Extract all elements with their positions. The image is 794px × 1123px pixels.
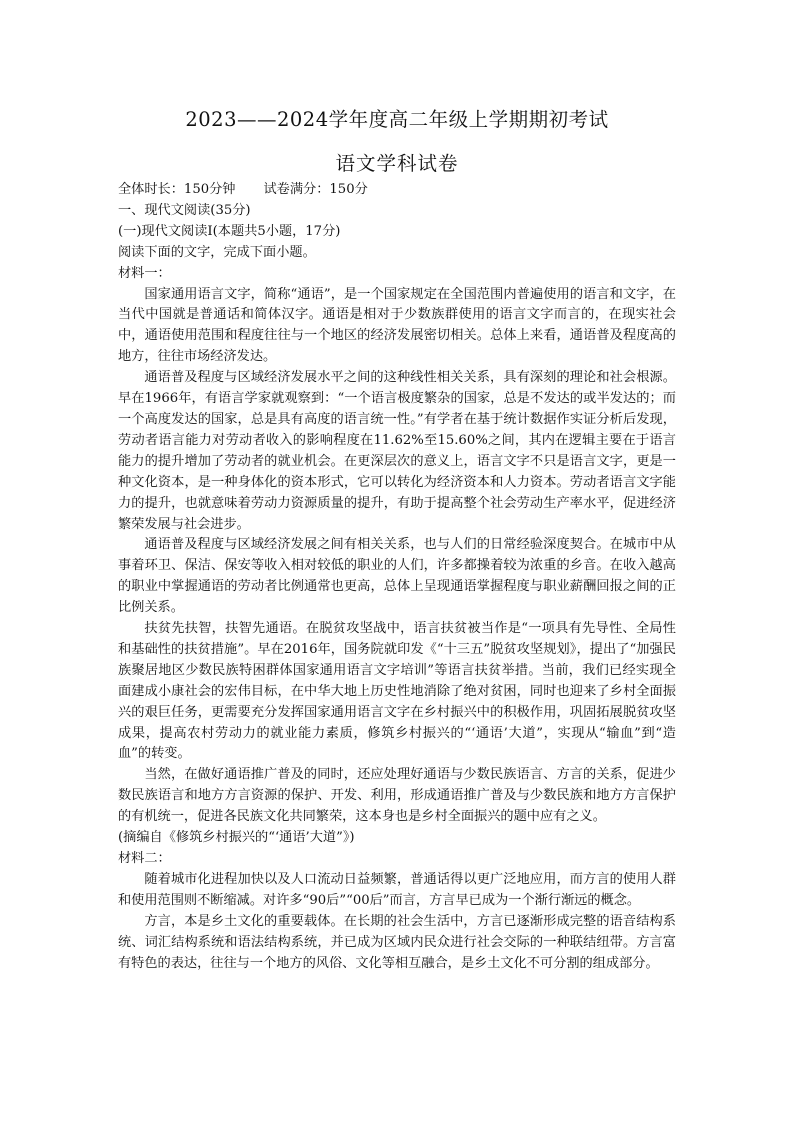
material-one-paragraph: 通语普及程度与区域经济发展水平之间的这种线性相关关系，具有深刻的理论和社会根源。早在1966年，有语言学家就观察到：“一个语言极度繁杂的国家，总是不发达的或半发达的；而一个高度发达的国家，总是具有高度的语言统一性。”有学者在基于统计数据作实证分析后发现，劳动者语言能力对劳动者收入的影响程度在11.62%至15.60%之间，其内在逻辑主要在于语言能力的提升增加了劳动者的就业机会。在更深层次的意义上，语言文字不只是语言文字，更是一种文化资本，是一种身体化的资本形式，它可以转化为经济资本和人力资本。劳动者语言文字能力的提升，也就意味着劳动力资源质量的提升，有助于提高整个社会劳动生产率水平，促进经济繁荣发展与社会进步。 <box>118 370 676 532</box>
subsection-heading: (一)现代文阅读Ⅰ(本题共5小题，17分) <box>118 223 341 239</box>
material-one-source: (摘编自《修筑乡村振兴的“‘通语’大道”》) <box>118 830 355 846</box>
exam-duration: 全体时长：150分钟 <box>118 182 236 197</box>
exam-info-line <box>118 180 676 201</box>
exam-content <box>118 180 676 974</box>
material-two-label: 材料二： <box>118 851 171 866</box>
exam-full-score: 试卷满分：150分 <box>263 182 368 197</box>
material-one-paragraph: 通语普及程度与区域经济发展之间有相关关系，也与人们的日常经验深度契合。在城市中从事着环卫、保洁、保安等收入相对较低的职业的人们，许多都操着较为浓重的乡音。在收入越高的职业中掌握通语的劳动者比例通常也更高，总体上呈现通语掌握程度与职业薪酬回报之间的正比例关系。 <box>118 537 676 616</box>
material-one-paragraph: 国家通用语言文字，简称“通语”，是一个国家规定在全国范围内普遍使用的语言和文字，在当代中国就是普通话和简体汉字。通语是相对于少数族群使用的语言文字而言的，在现实社会中，通语使用范围和程度往往与一个地区的经济发展密切相关。总体上来看，通语普及程度高的地方，往往市场经济发达。 <box>118 286 676 365</box>
exam-subtitle: 语文学科试卷 <box>335 152 459 175</box>
exam-title: 2023——2024学年度高二年级上学期期初考试 <box>185 108 609 131</box>
material-one-label: 材料一： <box>118 265 171 281</box>
material-two-paragraph: 方言，本是乡土文化的重要载体。在长期的社会生活中，方言已逐渐形成完整的语音结构系统、词汇结构系统和语法结构系统，并已成为区域内民众进行社会交际的一种联结纽带。方言富有特色的表达，往往与一个地方的风俗、文化等相互融合，是乡土文化不可分割的组成部分。 <box>118 913 676 971</box>
section-heading: 一、现代文阅读(35分) <box>118 202 251 218</box>
material-one-paragraph: 扶贫先扶智，扶智先通语。在脱贫攻坚战中，语言扶贫被当作是“一项具有先导性、全局性和基础性的扶贫措施”。早在2016年，国务院就印发《“十三五”脱贫攻坚规划》，提出了“加强民族聚居地区少数民族特困群体国家通用语言文字培训”等语言扶贫举措。当前，我们已经实现全面建成小康社会的宏伟目标，在中华大地上历史性地消除了绝对贫困，同时也迎来了乡村全面振兴的艰巨任务，更需要充分发挥国家通用语言文字在乡村振兴中的积极作用，巩固拓展脱贫攻坚成果，提高农村劳动力的就业能力素质，修筑乡村振兴的“‘通语’大道”，实现从“输血”到“造血”的转变。 <box>118 621 676 762</box>
reading-instruction: 阅读下面的文字，完成下面小题。 <box>118 244 316 260</box>
material-two-paragraph: 随着城市化进程加快以及人口流动日益频繁，普通话得以更广泛地应用，而方言的使用人群和使用范围则不断缩减。对许多“90后”“00后”而言，方言早已成为一个渐行渐远的概念。 <box>118 871 676 908</box>
material-one-paragraph: 当然，在做好通语推广普及的同时，还应处理好通语与少数民族语言、方言的关系，促进少数民族语言和地方方言资源的保护、开发、利用，形成通语推广普及与少数民族和地方方言保护的有机统一，促进各民族文化共同繁荣，这本身也是乡村全面振兴的题中应有之义。 <box>118 767 676 825</box>
